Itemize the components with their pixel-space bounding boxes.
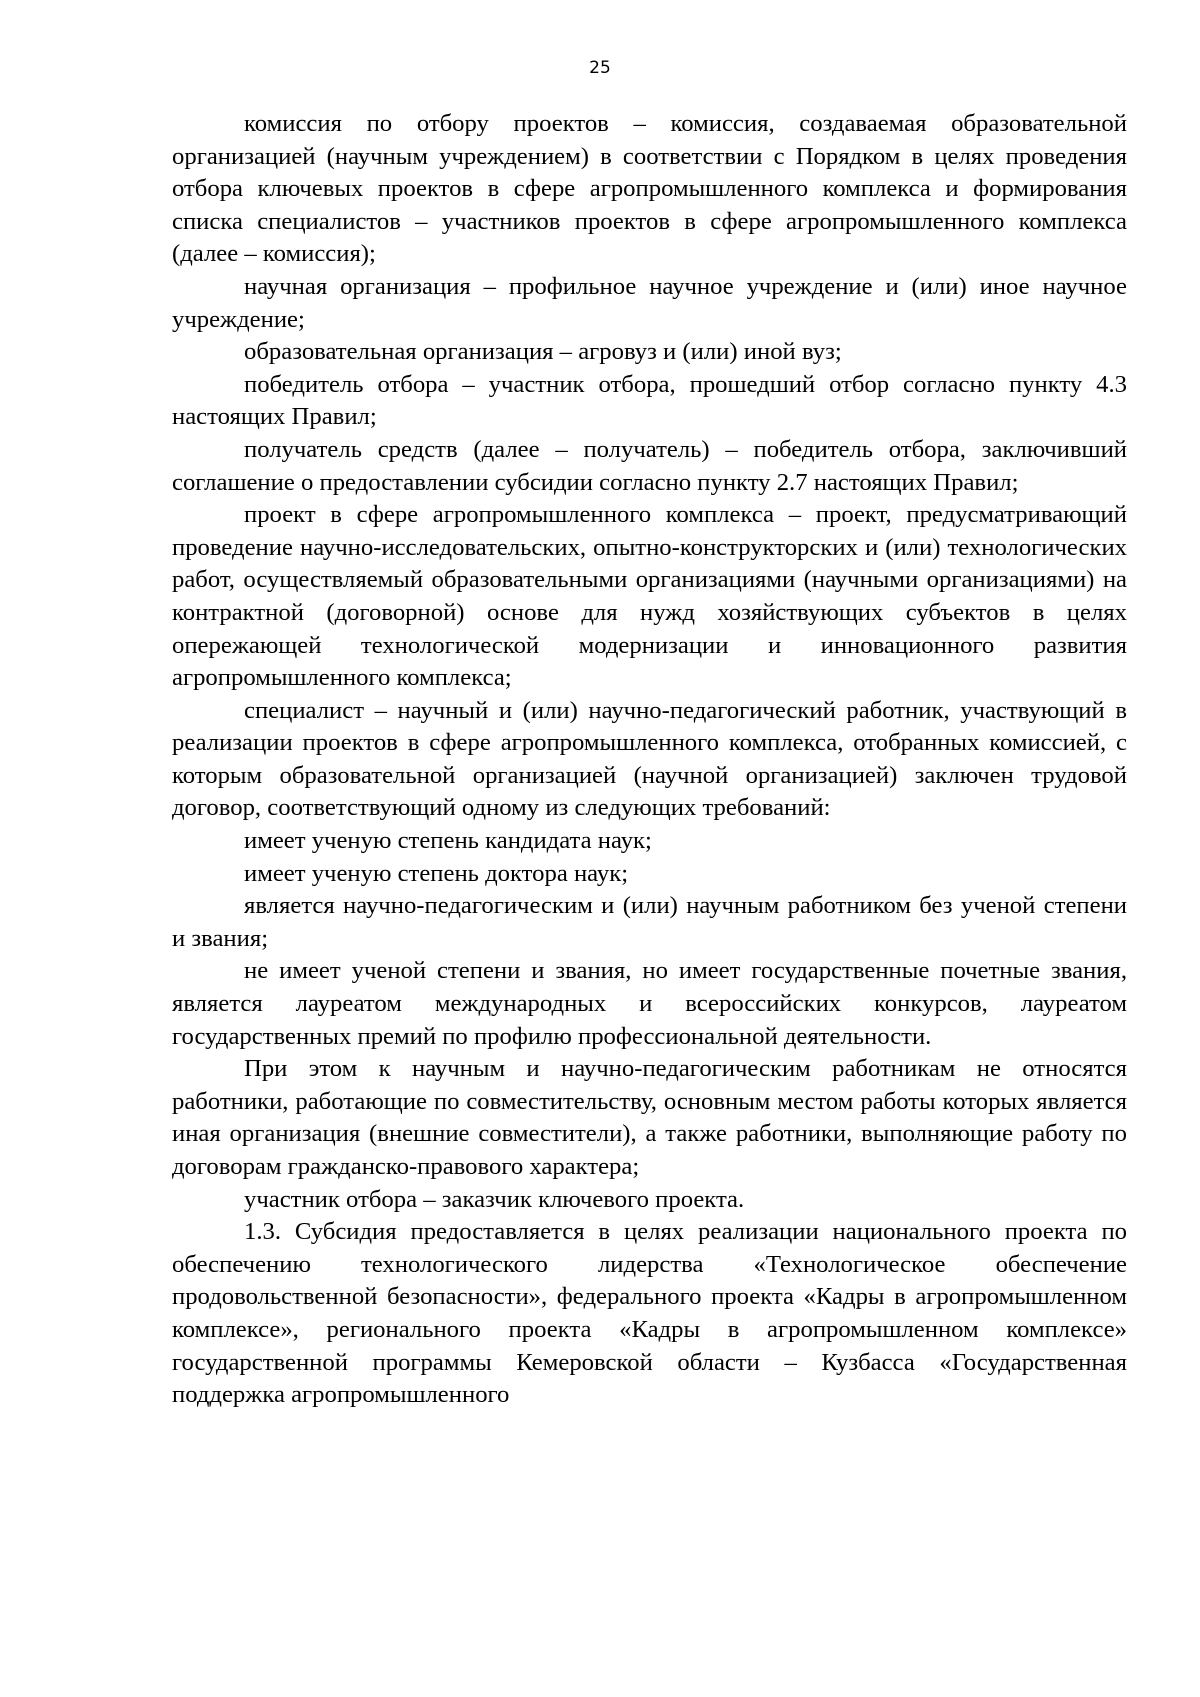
paragraph-section-1-3: 1.3. Субсидия предоставляется в целях реализации национального проекта по обеспечению технологического лидерства «Технологическое обеспечение продовольственной безопасности», федерального проекта «Кадры в агропромышленном комплексе», регионального проекта «Кадры в агропромышленном комплексе» государственной программы Кемеровской области – Кузбасса «Государственная поддержка агропромышленного	[172, 1218, 1127, 1409]
paragraph-honorary-titles: не имеет ученой степени и звания, но имеет государственные почетные звания, является лауреатом международных и всероссийских конкурсов, лауреатом государственных премий по профилю профессиональной деятельности.	[172, 957, 1127, 1050]
paragraph-candidate-degree: имеет ученую степень кандидата наук;	[244, 827, 652, 855]
paragraph-selection-participant: участник отбора – заказчик ключевого проекта.	[244, 1185, 745, 1213]
paragraph-agro-project: проект в сфере агропромышленного комплекса – проект, предусматривающий проведение научно-исследовательских, опытно-конструкторских и (или) технологических работ, осуществляемый образовательными организациями (научными организациями) на контрактной (договорной) основе для нужд хозяйствующих субъектов в целях опережающей технологической модернизации и инновационного развития агропромышленного комплекса;	[172, 501, 1127, 692]
paragraph-specialist: специалист – научный и (или) научно-педагогический работник, участвующий в реализации проектов в сфере агропромышленного комплекса, отобранных комиссией, с которым образовательной организацией (научной организацией) заключен трудовой договор, соответствующий одному из следующих требований:	[172, 696, 1127, 822]
paragraph-selection-winner: победитель отбора – участник отбора, прошедший отбор согласно пункту 4.3 настоящих Правил;	[172, 370, 1127, 431]
paragraph-no-degree: является научно-педагогическим и (или) научным работником без ученой степени и звания;	[172, 892, 1127, 952]
document-body	[172, 108, 1127, 1412]
paragraph-educational-organization: образовательная организация – агровуз и (или) иной вуз;	[244, 338, 842, 366]
paragraph-exclusions: При этом к научным и научно-педагогическим работникам не относятся работники, работающие по совместительству, основным местом работы которых является иная организация (внешние совместители), а также работники, выполняющие работу по договорам гражданско-правового характера;	[172, 1055, 1127, 1180]
paragraph-funds-recipient: получатель средств (далее – получатель) – победитель отбора, заключивший соглашение о предоставлении субсидии согласно пункту 2.7 настоящих Правил;	[172, 435, 1127, 496]
page-number: 25	[589, 58, 611, 78]
paragraph-selection-commission: комиссия по отбору проектов – комиссия, создаваемая образовательной организацией (научным учреждением) в соответствии с Порядком в целях проведения отбора ключевых проектов в сфере агропромышленного комплекса и формирования списка специалистов – участников проектов в сфере агропромышленного комплекса (далее – комиссия);	[172, 110, 1127, 268]
paragraph-scientific-organization: научная организация – профильное научное учреждение и (или) иное научное учреждение;	[172, 272, 1127, 333]
paragraph-doctor-degree: имеет ученую степень доктора наук;	[244, 859, 629, 887]
